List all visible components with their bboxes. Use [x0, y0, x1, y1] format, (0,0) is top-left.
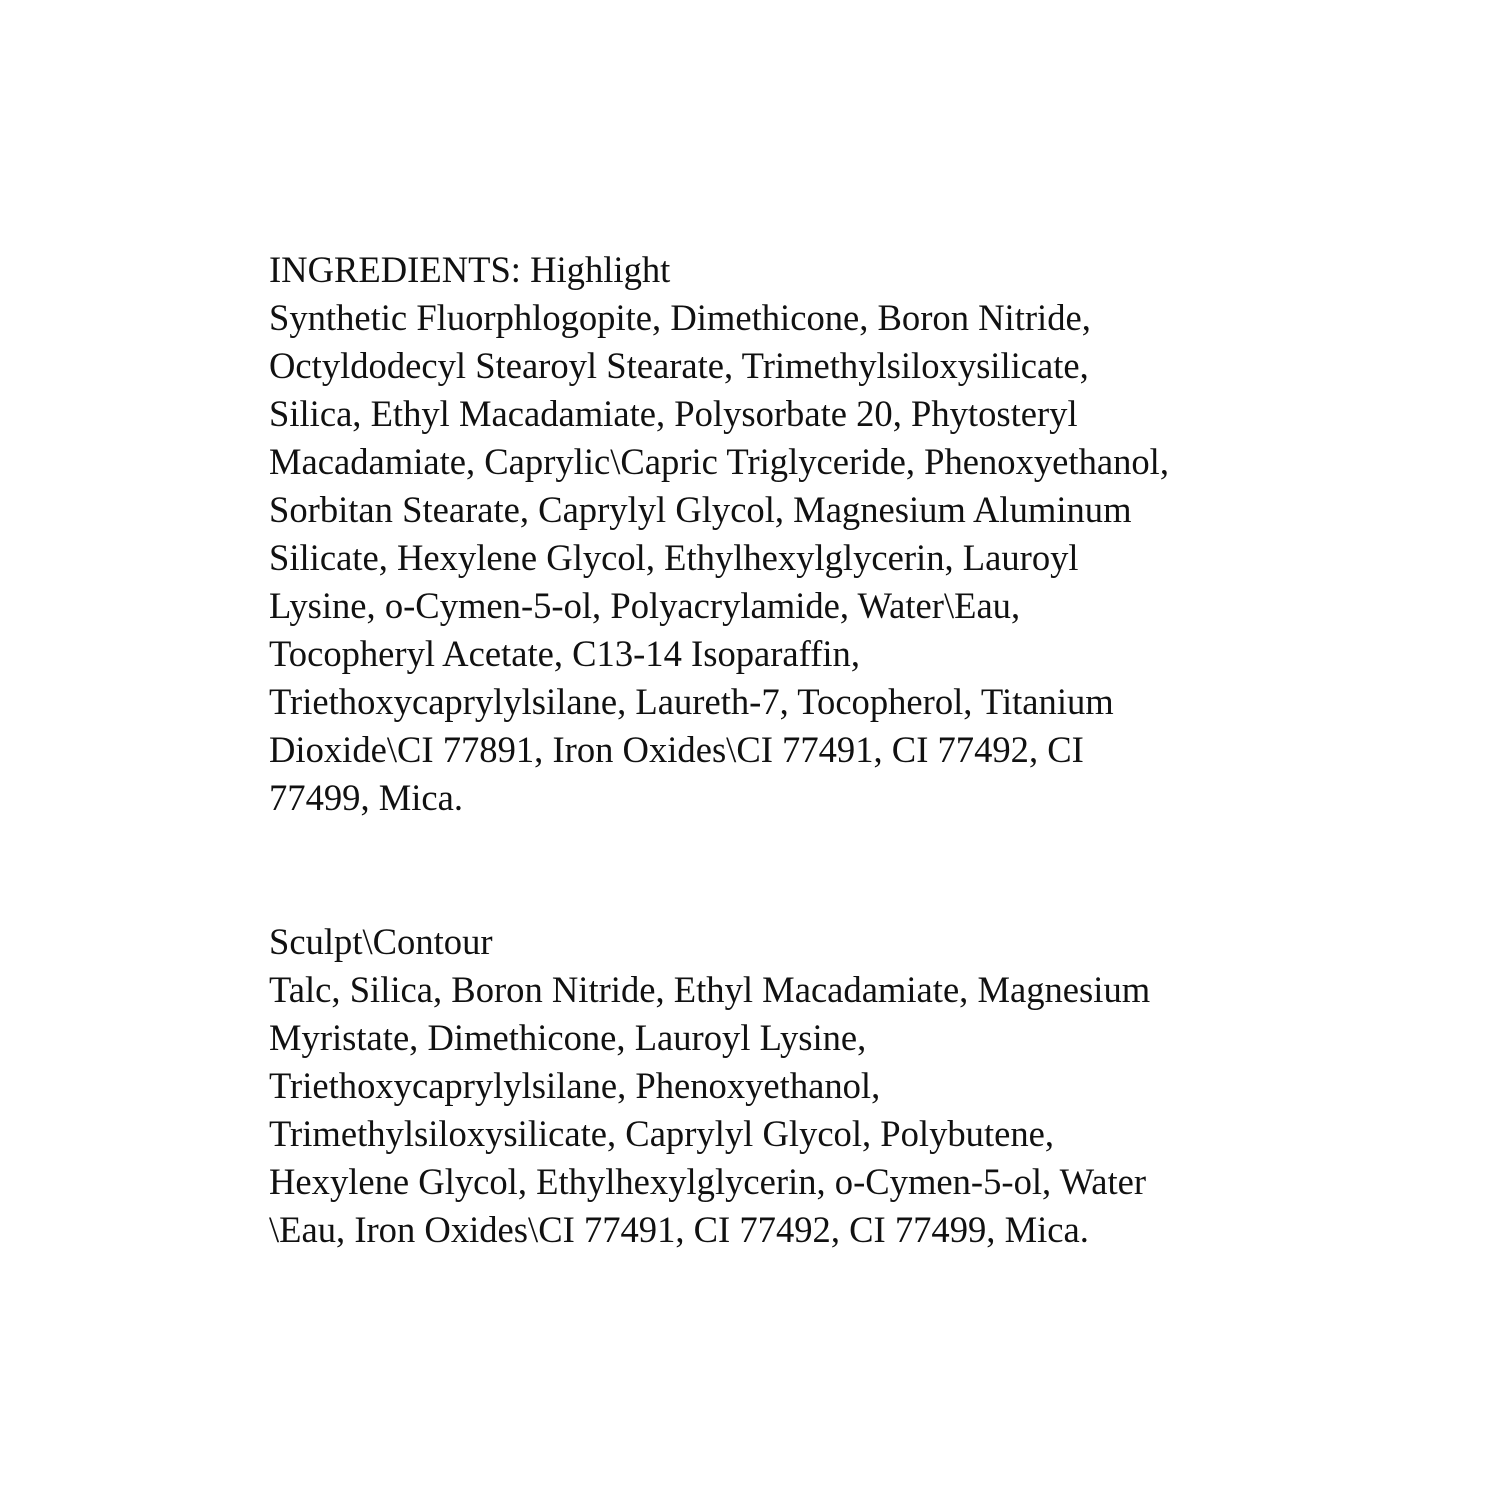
sculpt-ingredient-line: Triethoxycaprylylsilane, Phenoxyethanol,: [269, 1065, 881, 1106]
sculpt-ingredient-line: Talc, Silica, Boron Nitride, Ethyl Macadamiate, Magnesium: [269, 969, 1151, 1010]
sculpt-ingredient-line: Hexylene Glycol, Ethylhexylglycerin, o-Cymen-5-ol, Water: [269, 1161, 1147, 1202]
highlight-ingredient-line: Tocopheryl Acetate, C13-14 Isoparaffin,: [269, 633, 860, 674]
highlight-heading: INGREDIENTS: Highlight: [269, 249, 671, 290]
sculpt-ingredient-line: \Eau, Iron Oxides\CI 77491, CI 77492, CI 77499, Mica.: [269, 1209, 1089, 1250]
highlight-ingredient-line: Macadamiate, Caprylic\Capric Triglyceride, Phenoxyethanol,: [269, 441, 1169, 482]
ingredients-document: [269, 246, 1369, 1254]
highlight-ingredient-line: Silicate, Hexylene Glycol, Ethylhexylglycerin, Lauroyl: [269, 537, 1079, 578]
sculpt-ingredient-line: Myristate, Dimethicone, Lauroyl Lysine,: [269, 1017, 867, 1058]
highlight-ingredient-line: 77499, Mica.: [269, 777, 464, 818]
highlight-ingredient-line: Triethoxycaprylylsilane, Laureth-7, Tocopherol, Titanium: [269, 681, 1114, 722]
highlight-ingredient-line: Lysine, o-Cymen-5-ol, Polyacrylamide, Water\Eau,: [269, 585, 1021, 626]
highlight-ingredient-line: Octyldodecyl Stearoyl Stearate, Trimethylsiloxysilicate,: [269, 345, 1089, 386]
highlight-ingredient-line: Dioxide\CI 77891, Iron Oxides\CI 77491, CI 77492, CI: [269, 729, 1084, 770]
highlight-section: [269, 246, 1369, 822]
highlight-ingredient-line: Sorbitan Stearate, Caprylyl Glycol, Magnesium Aluminum: [269, 489, 1132, 530]
sculpt-contour-heading: Sculpt\Contour: [269, 921, 493, 962]
highlight-ingredient-line: Synthetic Fluorphlogopite, Dimethicone, Boron Nitride,: [269, 297, 1091, 338]
sculpt-ingredient-line: Trimethylsiloxysilicate, Caprylyl Glycol, Polybutene,: [269, 1113, 1055, 1154]
highlight-ingredient-line: Silica, Ethyl Macadamiate, Polysorbate 20, Phytosteryl: [269, 393, 1078, 434]
sculpt-contour-section: [269, 918, 1369, 1254]
section-spacer: [269, 822, 1369, 918]
